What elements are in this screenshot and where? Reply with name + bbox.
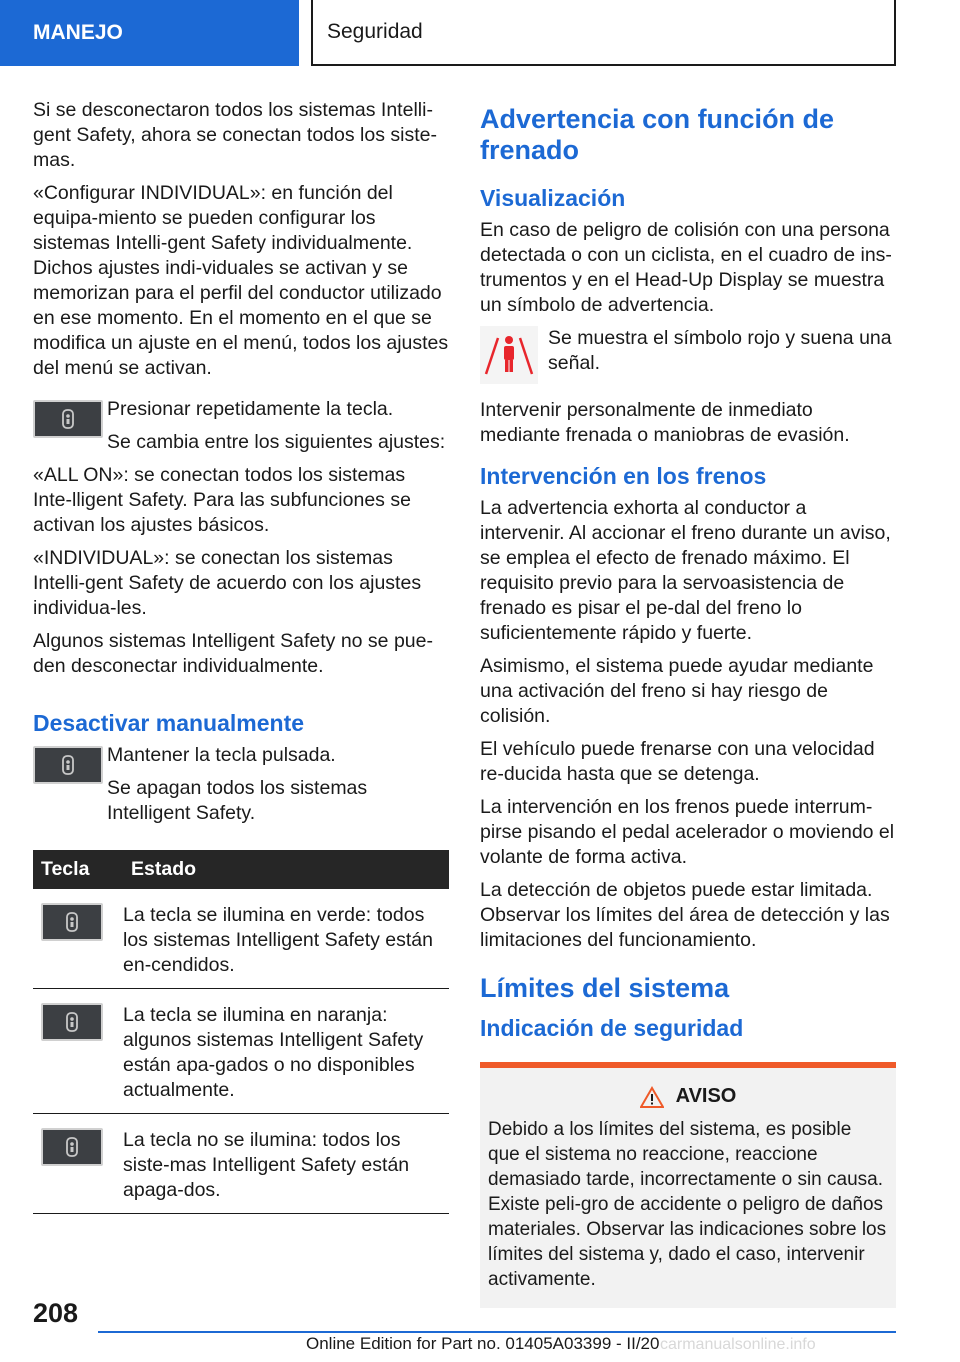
subsection-title: Seguridad [327,20,423,43]
table-header: Tecla [33,850,123,889]
edition-text: Online Edition for Part no. 01405A03399 - II/20 [306,1334,660,1353]
page-number: 208 [33,1298,79,1328]
paragraph: La detección de objetos puede estar limitada. Observar los límites del área de detección y las limitaciones del funcionamiento. [480,879,890,951]
button-green-icon [41,903,103,941]
heading-display: Visualización [480,185,626,211]
safety-symbol-icon [58,754,78,776]
heading-safety-note: Indicación de seguridad [480,1015,744,1041]
paragraph: Intervenir personalmente de inmediato mediante frenada o maniobras de evasión. [480,399,850,446]
warning-triangle-icon [640,1086,664,1108]
instruction-text: Mantener la tecla pulsada. [107,744,336,766]
paragraph: Si se desconectaron todos los sistemas Intelli-gent Safety, ahora se conectan todos los siste-mas. [33,99,437,171]
table-cell: La tecla se ilumina en verde: todos los sistemas Intelligent Safety están en-cendidos. [123,889,449,989]
heading-braking-warning: Advertencia con función de frenado [480,104,835,165]
paragraph: La intervención en los frenos puede interrum-pirse pisando el pedal acelerador o moviendo el volante de forma activa. [480,796,895,868]
button-off-icon [41,1128,103,1166]
paragraph: Algunos sistemas Intelligent Safety no se pue-den desconectar individualmente. [33,630,433,677]
safety-symbol-icon [58,408,78,430]
footer-divider [98,1331,896,1333]
right-column [480,98,896,1308]
instruction-text: Se cambia entre los siguientes ajustes: [107,431,446,453]
paragraph: En caso de peligro de colisión con una persona detectada o con un ciclista, en el cuadro de ins-trumentos y en el Head-Up Display se muestra un símbolo de advertencia. [480,219,892,316]
table-row [33,1114,449,1214]
status-table [33,850,449,1214]
paragraph: El vehículo puede frenarse con una velocidad re-ducida hasta que se detenga. [480,738,875,785]
heading-brake-intervention: Intervención en los frenos [480,463,767,489]
paragraph: «INDIVIDUAL»: se conectan los sistemas Intelli-gent Safety de acuerdo con los ajustes individua-les. [33,547,422,619]
paragraph: «Configurar INDIVIDUAL»: en función del equipa-miento se pueden configurar los sistemas Intelli-gent Safety individualmente. Dichos ajustes indi-viduales se activan y se memorizan para el perfil del conductor utilizado en ese momento. En el momento en el que se modifica un ajuste en el menú, todos los ajustes del menú se activan. [33,182,449,379]
paragraph: La advertencia exhorta al conductor a intervenir. Al accionar el freno durante un aviso, se emplea el efecto de frenado máximo. El requisito previo para la servoasistencia de frenado es pisar el pe-dal del freno lo suficientemente rápido y fuerte. [480,497,891,644]
instruction-text: Se apagan todos los sistemas Intelligent Safety. [107,777,368,824]
intelligent-safety-button-icon [33,746,103,784]
warning-notice-box [480,1062,896,1308]
section-tab [0,0,299,66]
safety-symbol-icon [62,1136,82,1158]
button-instruction [33,397,449,463]
paragraph: Asimismo, el sistema puede ayudar mediante una activación del freno si hay riesgo de colisión. [480,655,874,727]
table-row [33,989,449,1114]
warning-text: Se muestra el símbolo rojo y suena una señal. [548,327,892,374]
intelligent-safety-button-icon [33,400,103,438]
table-cell: La tecla no se ilumina: todos los siste-mas Intelligent Safety están apaga-dos. [123,1114,449,1214]
instruction-text: Presionar repetidamente la tecla. [107,398,394,420]
subsection-tab [311,0,896,66]
table-header: Estado [123,850,449,889]
button-orange-icon [41,1003,103,1041]
table-header-row [33,850,449,889]
pedestrian-warning-icon [480,326,538,384]
notice-text: Debido a los límites del sistema, es posible que el sistema no reaccione, reaccione demasiado tarde, incorrectamente o sin causa. Existe peli-gro de accidente o peligro de daños materiales. Observar las indicaciones sobre los límites del sistema y, dado el caso, intervenir activamente. [488,1119,887,1290]
table-row [33,889,449,989]
heading-system-limits: Límites del sistema [480,973,730,1003]
notice-title: AVISO [675,1085,737,1107]
safety-symbol-icon [62,911,82,933]
table-cell: La tecla se ilumina en naranja: algunos sistemas Intelligent Safety están apa-gados o no disponibles actualmente. [123,989,449,1114]
safety-symbol-icon [62,1011,82,1033]
section-title: MANEJO [33,21,123,44]
warning-symbol-row [480,326,896,384]
left-column [33,98,449,1214]
heading-deactivate: Desactivar manualmente [33,710,305,736]
watermark: carmanualsonline.info [660,1336,816,1353]
paragraph: «ALL ON»: se conectan todos los sistemas Inte-lligent Safety. Para las subfunciones se activan los ajustes básicos. [33,464,411,536]
